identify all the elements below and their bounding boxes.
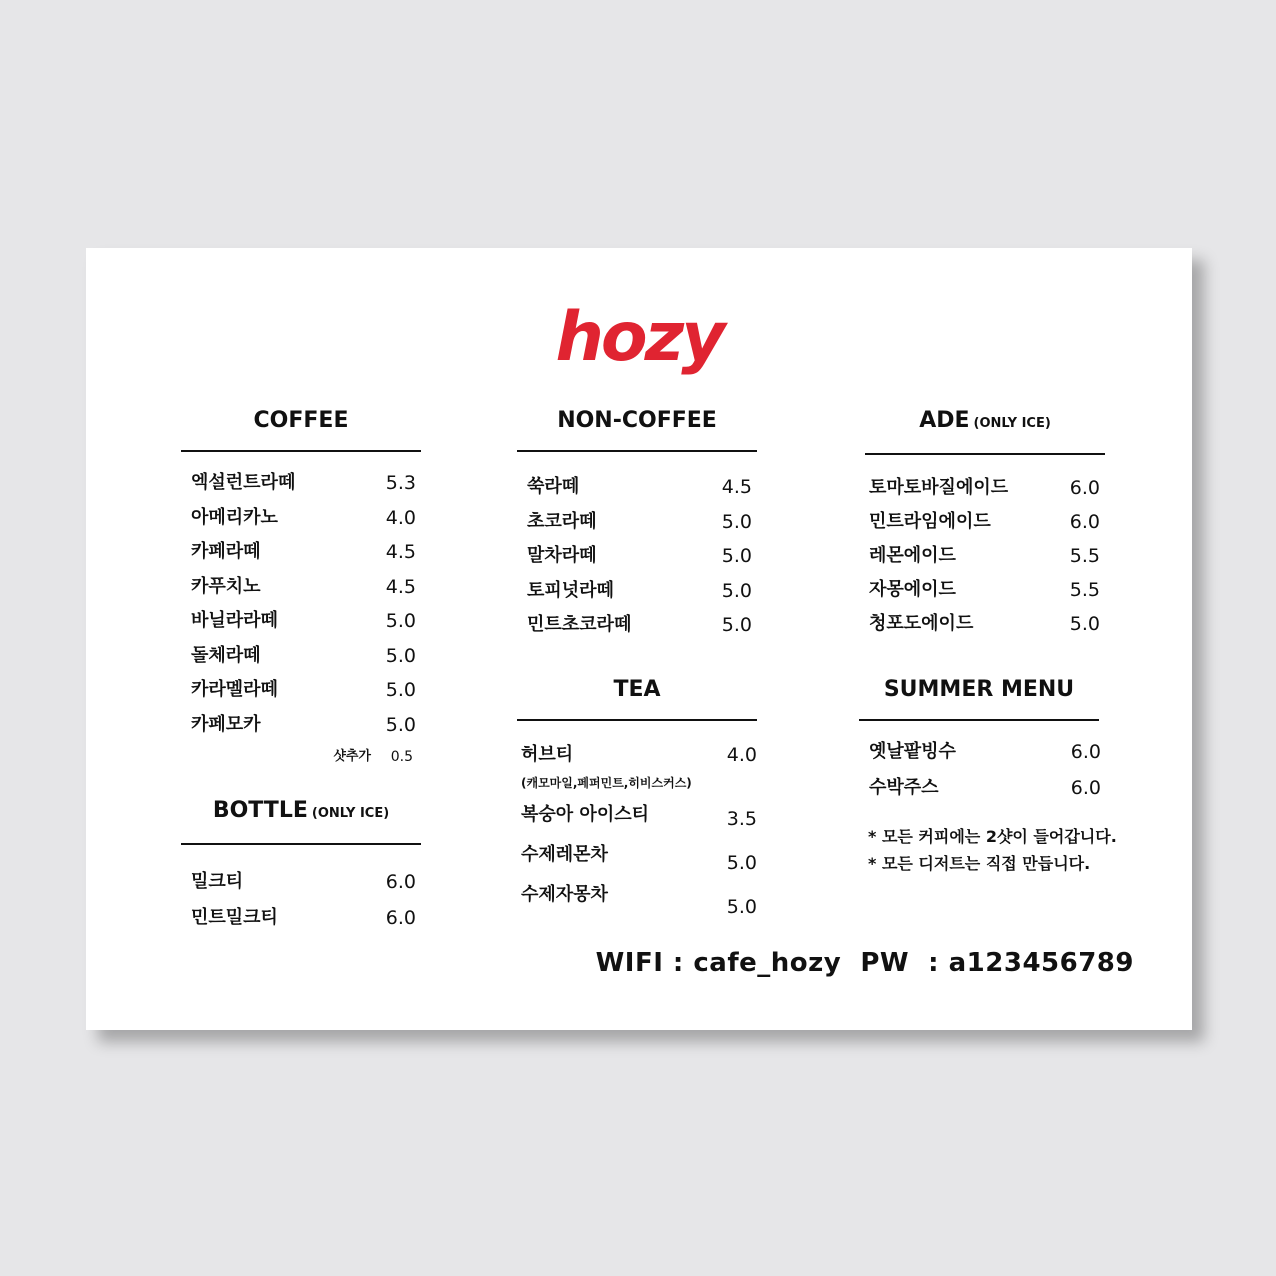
menu-item: 민트밀크티 6.0: [191, 907, 416, 929]
menu-item: 아메리카노 4.0: [191, 506, 416, 529]
menu-item: 바닐라라떼 5.0: [191, 610, 416, 632]
summer-section: [859, 675, 1099, 809]
menu-item: 카페모카 5.0: [191, 713, 416, 736]
menu-item: 말차라떼 5.0: [527, 545, 752, 567]
summer-title: SUMMER MENU: [859, 675, 1099, 721]
menu-item: 레몬에이드 5.5: [869, 545, 1100, 567]
coffee-title: COFFEE: [181, 406, 421, 452]
menu-item: 수박주스 6.0: [869, 777, 1101, 799]
menu-item: 엑설런트라떼 5.3: [191, 472, 416, 494]
shot-addon: 샷추가 0.5: [333, 749, 413, 765]
bottle-list: [181, 867, 421, 939]
ade-section: [865, 406, 1105, 643]
wifi-info: WIFI : cafe_hozy PW : a123456789: [595, 948, 1134, 978]
brand-logo: hozy: [555, 298, 723, 377]
bottle-section: [181, 796, 421, 939]
noncoffee-title: NON-COFFEE: [517, 406, 757, 452]
menu-item: 토피넛라떼 5.0: [527, 579, 752, 602]
menu-item: 밀크티 6.0: [191, 871, 416, 893]
note-line: * 모든 커피에는 2샷이 들어갑니다.: [868, 827, 1117, 846]
menu-item: 초코라떼 5.0: [527, 510, 752, 533]
menu-board: [86, 248, 1192, 1030]
menu-item: 자몽에이드 5.5: [869, 579, 1100, 601]
noncoffee-section: [517, 406, 757, 645]
ade-title: ADE (ONLY ICE): [865, 406, 1105, 455]
menu-item: 민트초코라떼 5.0: [527, 614, 752, 636]
summer-list: [859, 737, 1099, 809]
ade-list: [865, 473, 1105, 643]
bottle-title: BOTTLE (ONLY ICE): [181, 796, 421, 845]
menu-item: 카라멜라떼 5.0: [191, 679, 416, 701]
menu-item: 카페라떼 4.5: [191, 541, 416, 563]
noncoffee-list: [517, 472, 757, 645]
menu-item: 카푸치노 4.5: [191, 575, 416, 598]
menu-item: 민트라임에이드 6.0: [869, 511, 1100, 533]
coffee-list: [181, 468, 421, 744]
coffee-section: [181, 406, 421, 774]
tea-section: [517, 675, 757, 941]
note-line: * 모든 디저트는 직접 만듭니다.: [868, 854, 1091, 873]
menu-item: 청포도에이드 5.0: [869, 613, 1100, 635]
menu-item: 토마토바질에이드 6.0: [869, 477, 1100, 499]
tea-list: 허브티 4.0 (캐모마일,페퍼민트,히비스커스) 복숭아 아이스티 3.5 수제레몬차 5.0 수제자몽차 5.0: [521, 744, 757, 918]
menu-item: 옛날팥빙수 6.0: [869, 741, 1101, 763]
menu-item: 쑥라떼 4.5: [527, 476, 752, 498]
menu-item: 돌체라떼 5.0: [191, 644, 416, 667]
tea-title: TEA: [517, 675, 757, 721]
notes: [868, 823, 1117, 877]
